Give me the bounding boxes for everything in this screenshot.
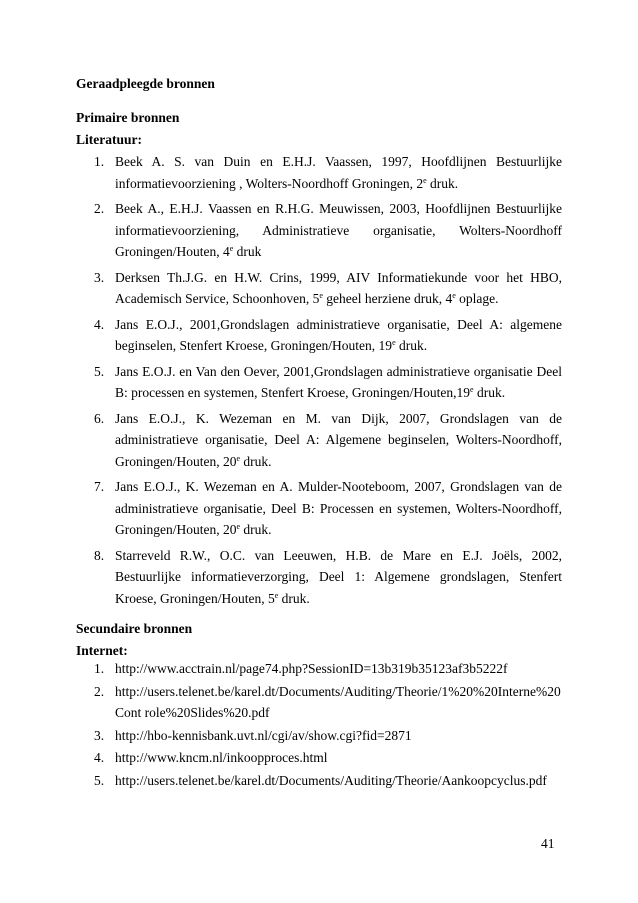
page-number: 41	[541, 836, 555, 851]
list-number: 7.	[94, 479, 105, 494]
reference-text: Beek A. S. van Duin en E.H.J. Vaassen, 1997, Hoofdlijnen Bestuurlijke informatievoorziening , Wolters-Noordhoff Groningen, 2e druk.	[115, 154, 562, 191]
reference-url[interactable]: http://www.kncm.nl/inkoopproces.html	[115, 750, 328, 765]
reference-url[interactable]: http://users.telenet.be/karel.dt/Documents/Auditing/Theorie/1%20%20Interne%20Cont role%20Slides%20.pdf	[115, 683, 561, 720]
list-number: 1.	[94, 661, 105, 676]
list-number: 4.	[94, 316, 105, 332]
list-number: 3.	[94, 269, 105, 285]
reference-text: Jans E.O.J., K. Wezeman en A. Mulder-Nooteboom, 2007, Grondslagen van de administratieve organisatie, Deel B: Processen en systemen, Wolters-Noordhoff, Groningen/Houten, 20e druk.	[115, 479, 562, 537]
literature-list	[76, 151, 562, 613]
reference-text: Beek A., E.H.J. Vaassen en R.H.G. Meuwissen, 2003, Hoofdlijnen Bestuurlijke informatievoorziening, Administratieve organisatie, Wolters-Noordhoff Groningen/Houten, 4e druk	[115, 201, 562, 259]
literature-item-3	[76, 267, 562, 310]
internet-list	[76, 658, 562, 792]
internet-item-4	[76, 747, 562, 769]
list-number: 5.	[94, 772, 105, 788]
list-number: 4.	[94, 750, 105, 765]
reference-text: Jans E.O.J., 2001,Grondslagen administratieve organisatie, Deel A: algemene beginselen, Stenfert Kroese, Groningen/Houten, 19e druk.	[115, 316, 562, 353]
reference-url[interactable]: http://users.telenet.be/karel.dt/Documents/Auditing/Theorie/Aankoopcyclus.pdf	[115, 772, 547, 788]
literature-item-8	[76, 545, 562, 610]
list-number: 1.	[94, 154, 105, 169]
literature-item-2	[76, 198, 562, 263]
literature-subheading: Literatuur:	[76, 132, 142, 147]
reference-url[interactable]: http://www.acctrain.nl/page74.php?SessionID=13b319b35123af3b5222f	[115, 661, 508, 676]
reference-text: Derksen Th.J.G. en H.W. Crins, 1999, AIV Informatiekunde voor het HBO, Academisch Service, Schoonhoven, 5e geheel herziene druk, 4e oplage.	[115, 269, 562, 306]
reference-text: Jans E.O.J. en Van den Oever, 2001,Grondslagen administratieve organisatie Deel B: processen en systemen, Stenfert Kroese, Groningen/Houten,19e druk.	[115, 363, 562, 400]
list-number: 2.	[94, 201, 105, 216]
internet-item-5	[76, 770, 562, 792]
internet-subheading: Internet:	[76, 643, 128, 658]
internet-item-1	[76, 658, 562, 680]
primary-sources-heading: Primaire bronnen	[76, 110, 180, 125]
list-number: 2.	[94, 683, 105, 699]
literature-item-1	[76, 151, 562, 194]
list-number: 8.	[94, 547, 105, 563]
literature-item-4	[76, 314, 562, 357]
reference-text: Jans E.O.J., K. Wezeman en M. van Dijk, 2007, Grondslagen van de administratieve organisatie, Deel A: Algemene beginselen, Wolters-Noordhoff, Groningen/Houten, 20e druk.	[115, 410, 562, 469]
list-number: 5.	[94, 363, 105, 379]
list-number: 3.	[94, 727, 105, 743]
reference-url[interactable]: http://hbo-kennisbank.uvt.nl/cgi/av/show.cgi?fid=2871	[115, 727, 412, 743]
literature-item-7	[76, 476, 562, 541]
internet-item-3	[76, 725, 562, 747]
list-number: 6.	[94, 410, 105, 426]
page-title: Geraadpleegde bronnen	[76, 76, 215, 91]
reference-text: Starreveld R.W., O.C. van Leeuwen, H.B. de Mare en E.J. Joëls, 2002, Bestuurlijke informatieverzorging, Deel 1: Algemene grondslagen, Stenfert Kroese, Groningen/Houten, 5e druk.	[115, 547, 562, 606]
literature-item-5	[76, 361, 562, 404]
secondary-sources-heading: Secundaire bronnen	[76, 621, 193, 636]
literature-item-6	[76, 408, 562, 473]
internet-item-2	[76, 681, 562, 724]
